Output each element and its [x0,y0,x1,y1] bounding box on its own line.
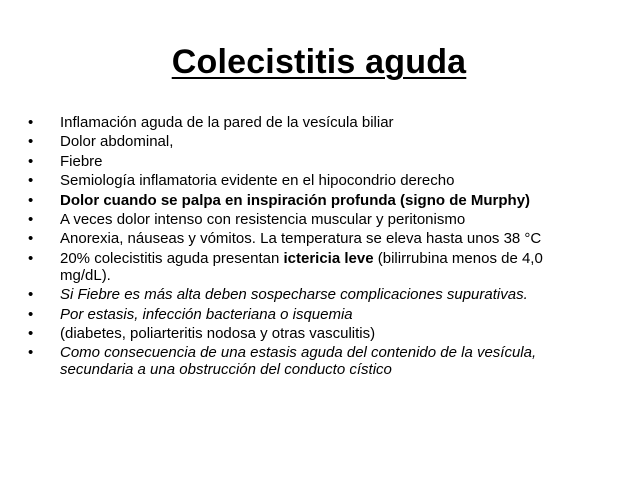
bullet-marker: • [28,133,34,151]
bullet-marker: • [28,286,34,304]
bullet-marker: • [28,249,34,267]
bullet-item [28,250,588,284]
bullet-item [28,306,588,323]
bullet-text: Como consecuencia de una estasis aguda del contenido de la vesícula, secundaria a una obstrucción del conducto cístico [60,344,537,379]
bullet-item [28,114,588,131]
slide-title: Colecistitis aguda [171,43,467,81]
bullet-text: Anorexia, náuseas y vómitos. La temperatura se eleva hasta unos 38 °C [60,230,542,248]
bullet-text: Inflamación aguda de la pared de la vesícula biliar [60,114,394,131]
bullet-text-post: (bilirrubina menos de 4,0 mg/dL). [60,249,543,284]
bullet-marker: • [28,152,34,170]
bullet-marker: • [28,324,34,342]
bullet-marker: • [28,230,34,248]
bullet-text: Fiebre [60,152,103,170]
bullet-item [28,192,588,209]
bullet-text: Si Fiebre es más alta deben sospecharse complicaciones supurativas. [60,286,528,304]
bullet-item [28,172,588,189]
bullet-marker: • [28,191,34,209]
bullet-text: Por estasis, infección bacteriana o isquemia [60,305,353,323]
bullet-item [28,230,588,247]
bullet-item [28,133,588,150]
bullet-marker: • [28,172,34,190]
bullet-text-bold: ictericia leve [283,249,374,267]
bullet-text: Dolor abdominal, [60,133,174,151]
bullet-text: A veces dolor intenso con resistencia muscular y peritonismo [60,210,466,228]
bullet-text: Dolor cuando se palpa en inspiración profunda (signo de Murphy) [60,191,531,209]
bullet-item [28,325,588,342]
bullet-text: Semiología inflamatoria evidente en el hipocondrio derecho [60,172,455,190]
bullet-marker: • [28,305,34,323]
bullet-marker: • [28,210,34,228]
bullet-item [28,211,588,228]
bullet-list [28,114,588,381]
bullet-text-pre: 20% colecistitis aguda presentan [60,249,284,267]
bullet-text: (diabetes, poliarteritis nodosa y otras vasculitis) [60,324,376,342]
bullet-marker: • [28,344,34,362]
bullet-item [28,344,588,378]
bullet-marker: • [28,114,34,131]
bullet-item [28,286,588,303]
bullet-item [28,153,588,170]
bullet-text [60,250,588,284]
